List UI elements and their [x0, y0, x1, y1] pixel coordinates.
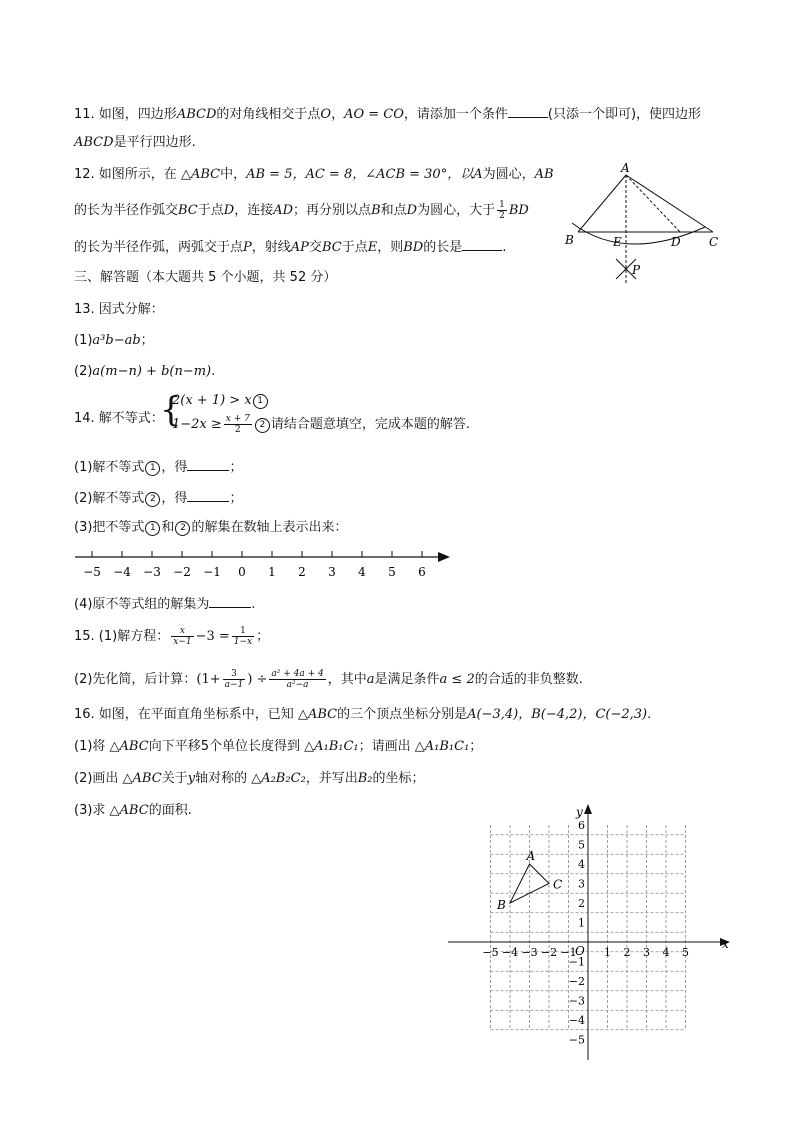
q14-text: 请结合题意填空，完成本题的解答. [270, 417, 471, 432]
segment-ad [626, 175, 680, 232]
y-tick-label: 4 [578, 858, 585, 871]
number-line-tick-label: 5 [388, 565, 396, 579]
q12-seg-ab: AB [534, 167, 554, 182]
q11-text: (只添一个即可)，使四边形 [547, 107, 702, 122]
q11-answer-blank[interactable] [508, 103, 548, 118]
q16-tri1: A₁B₁C₁ [314, 739, 359, 754]
q12-seg-bd: BD [403, 240, 424, 255]
label-b: B [497, 898, 506, 912]
number-line-tick-label: 2 [298, 565, 306, 579]
x-tick-label: −3 [521, 946, 538, 959]
q12-point-b: B [371, 203, 381, 218]
q12-point-p: P [243, 240, 252, 255]
q15-text: ； [256, 629, 270, 644]
coordinate-grid [448, 800, 738, 1065]
q14-frac [224, 414, 252, 435]
x-tick-label: 5 [682, 946, 689, 959]
q14-text: (2)解不等式 [74, 491, 145, 506]
q12-text: 12. 如图所示，在 △ [74, 167, 191, 182]
q12-line1 [74, 165, 554, 185]
q11-quad: ABCD [176, 107, 217, 122]
number-line-tick-label: −5 [83, 565, 101, 579]
y-tick-label: −4 [568, 1014, 585, 1027]
frac-den: a²−a [286, 680, 309, 690]
q16-text: 关于 [161, 771, 188, 786]
circle-1-icon: 1 [145, 521, 160, 536]
number-line-tick-label: −2 [173, 565, 191, 579]
q15-expr: (1+ [196, 672, 221, 687]
q12-text: 为圆心， [482, 167, 535, 182]
frac-num: 1 [499, 200, 505, 210]
q16-text: ；请画出 △ [358, 739, 425, 754]
q16-text: ，并写出 [305, 771, 358, 786]
label-a: A [526, 849, 536, 863]
q12-text: 的长是 [423, 240, 463, 255]
q14-ineq1 [172, 391, 269, 411]
q11-text: ， [331, 107, 345, 122]
segment-ab [578, 175, 626, 232]
q15-text: ，其中 [327, 672, 367, 687]
q14-text: ； [229, 460, 243, 475]
q16-text: ； [469, 739, 483, 754]
x-tick-label: −1 [560, 946, 577, 959]
q12-point-e: E [367, 240, 378, 255]
q16-text: 的三个顶点坐标分别是 [337, 707, 468, 722]
number-line-tick-label: −1 [203, 565, 221, 579]
number-line [70, 545, 455, 585]
q15-expr: ) ÷ [247, 672, 268, 687]
q14-ineq2 [172, 414, 470, 435]
y-tick-label: 2 [578, 897, 585, 910]
q15-expr: −3 = [195, 629, 230, 644]
q16-part3 [74, 801, 192, 821]
q12-text: 的长为半径作弧，两弧交于点 [74, 240, 244, 255]
q12-half [497, 200, 507, 221]
q12-text: ，则 [377, 240, 404, 255]
number-line-tick-label: 0 [238, 565, 246, 579]
q12-figure [560, 160, 735, 290]
q16-text: 轴对称的 △ [195, 771, 262, 786]
q12-text: 于点 [197, 203, 224, 218]
q15-text: 是满足条件 [374, 672, 440, 687]
q14-part4 [74, 593, 256, 615]
y-tick-label: 5 [578, 838, 585, 852]
q12-seg-bc: BC [321, 240, 342, 255]
frac-num: a² + 4a + 4 [271, 669, 324, 679]
number-line-tick-label: −3 [143, 565, 161, 579]
q16-tri: ABC [119, 739, 149, 754]
q12-text: ，射线 [251, 240, 291, 255]
q16-text: (3)求 △ [74, 803, 120, 818]
q13-text: ； [140, 333, 154, 348]
q14-brace: { [160, 390, 182, 430]
q15-frac3 [223, 669, 246, 690]
q11-line2 [74, 133, 196, 153]
frac-den: x−1 [173, 637, 192, 647]
q15-frac2 [232, 626, 254, 647]
q15-frac4 [269, 669, 325, 690]
frac-den: 2 [499, 211, 505, 221]
q12-text: 中， [220, 167, 247, 182]
number-line-tick-label: 6 [418, 565, 426, 579]
frac-den: 2 [234, 425, 241, 435]
q13-expr2: a(m−n) + b(n−m) [92, 364, 212, 379]
y-tick-label: 3 [578, 877, 585, 891]
q16-intro [74, 705, 651, 725]
frac-den: 1−x [233, 637, 253, 647]
q16-text: 向下平移5个单位长度得到 △ [148, 739, 315, 754]
frac-num: x + 7 [225, 414, 250, 424]
q14-text: ； [229, 491, 243, 506]
q14-text: (1)解不等式 [74, 460, 145, 475]
frac-num: 1 [232, 626, 254, 637]
label-c: C [553, 877, 563, 892]
q16-var-y: y [187, 771, 196, 786]
q14-title: 14. 解不等式： [74, 411, 164, 426]
q16-tri: ABC [132, 771, 162, 786]
number-line-tick-label: −4 [113, 565, 131, 579]
origin-label: O [575, 944, 585, 958]
section-title: 三、解答题（本大题共 5 个小题，共 52 分） [74, 270, 337, 285]
q12-point-d: D [406, 203, 418, 218]
q11-quad: ABCD [74, 135, 114, 150]
q11-text: 的对角线相交于点 [216, 107, 321, 122]
circle-2-icon: 2 [175, 521, 190, 536]
q11-text: 11. 如图，四边形 [74, 107, 177, 122]
q14-blank4[interactable] [209, 593, 251, 608]
frac-den: a−1 [224, 680, 244, 690]
number-line-tick-label: 3 [328, 565, 336, 579]
q14-part2 [74, 487, 242, 509]
x-tick-label: 1 [604, 946, 611, 959]
x-axis-label: x [722, 937, 729, 951]
q15-condition: a ≤ 2 [439, 672, 475, 687]
q12-line3 [74, 236, 506, 258]
q14-text: (3)把不等式 [74, 520, 145, 535]
y-tick-label: −2 [568, 975, 585, 988]
q16-point-b2: B₂ [357, 771, 373, 786]
circle-2-icon: 2 [255, 418, 270, 433]
q12-text: ，连接 [234, 203, 274, 218]
q16-coords: A(−3,4)，B(−4,2)，C(−2,3) [467, 707, 648, 722]
q14-text: . [251, 597, 256, 612]
q16-text: (1)将 △ [74, 739, 120, 754]
q13-part2 [74, 362, 215, 382]
q14-text: 和 [161, 520, 175, 535]
q12-text: 于点 [341, 240, 368, 255]
q14-blank2[interactable] [187, 487, 229, 502]
q12-seg-bc: BC [178, 203, 198, 218]
y-axis-arrow-icon [584, 804, 592, 814]
q11-condition: AO = CO [344, 107, 404, 122]
grid-tick-labels [482, 819, 689, 1047]
x-tick-label: −4 [501, 946, 519, 959]
x-tick-label: 2 [623, 946, 631, 959]
q12-answer-blank[interactable] [462, 236, 502, 251]
y-axis-label: y [576, 805, 583, 819]
q14-part3 [74, 518, 347, 538]
q14-ineq1-expr: 2(x + 1) > x [172, 393, 252, 408]
q16-tri: ABC [119, 803, 149, 818]
q14-text: ，得 [161, 460, 188, 475]
q16-part1 [74, 737, 482, 757]
label-c: C [709, 235, 719, 249]
q16-tri1: A₁B₁C₁ [424, 739, 470, 754]
q13-text: . [211, 364, 216, 379]
label-p: P [632, 263, 641, 277]
q13-label: (1) [74, 333, 93, 348]
label-d: D [671, 235, 681, 249]
q12-text: 和点 [380, 203, 407, 218]
y-tick-label: 6 [578, 819, 585, 832]
q13-expr1: a³b−ab [92, 333, 141, 348]
q15-part2 [74, 669, 583, 690]
q12-seg-ad: AD [273, 203, 294, 218]
number-line-tick-label: 4 [358, 565, 366, 579]
q13-part1 [74, 331, 154, 351]
q12-text: 交 [308, 240, 322, 255]
circle-1-icon: 1 [145, 461, 160, 476]
y-tick-label: −3 [568, 994, 585, 1008]
x-tick-label: 3 [643, 946, 650, 959]
q13-title: 13. 因式分解： [74, 302, 164, 317]
q12-point-d: D [223, 203, 235, 218]
q15-var-a: a [366, 672, 375, 687]
q16-tri2: A₂B₂C₂ [261, 771, 306, 786]
q11-point-o: O [320, 107, 332, 122]
q14-text: ，得 [161, 491, 188, 506]
number-line-tick-label: 1 [268, 565, 276, 579]
circle-2-icon: 2 [145, 492, 160, 507]
q12-line2 [74, 200, 529, 221]
q16-text: 16. 如图，在平面直角坐标系中，已知 △ [74, 707, 308, 722]
number-line-arrow-icon [438, 552, 450, 562]
q16-text: . [647, 707, 652, 722]
q16-text: (2)画出 △ [74, 771, 133, 786]
arc-bd [572, 223, 705, 244]
q11-text: ，请添加一个条件 [403, 107, 508, 122]
q14-text: 的解集在数轴上表示出来： [191, 520, 348, 535]
y-tick-label: −5 [568, 1033, 585, 1047]
q14-part1 [74, 456, 242, 478]
q16-tri: ABC [307, 707, 338, 722]
q13-label: (2) [74, 364, 93, 379]
segment-ac [626, 175, 713, 232]
label-a: A [621, 161, 630, 175]
q16-text: 的坐标； [372, 771, 425, 786]
y-tick-label: −1 [568, 955, 585, 969]
q14-text: (4)原不等式组的解集为 [74, 597, 210, 612]
q12-seg-bd: BD [508, 203, 529, 218]
q12-point-a: A [473, 167, 483, 182]
q14-ineq2-expr: 1−2x ≥ [172, 417, 222, 432]
q12-text: ；再分别以点 [293, 203, 372, 218]
y-tick-label: 1 [578, 916, 585, 930]
q15-text: (2)先化简，后计算： [74, 672, 197, 687]
q11-text: 是平行四边形. [113, 135, 196, 150]
q15-frac1 [171, 626, 193, 647]
q14-blank1[interactable] [187, 456, 229, 471]
label-e: E [613, 235, 622, 249]
circle-1-icon: 1 [253, 394, 268, 409]
x-tick-label: −2 [540, 946, 558, 959]
label-b: B [565, 233, 574, 247]
q16-text: 的面积. [148, 803, 192, 818]
q15-part1 [74, 626, 269, 647]
frac-num: 3 [223, 669, 246, 680]
x-tick-label: 4 [662, 946, 670, 959]
q12-ray-ap: AP [290, 240, 309, 255]
x-tick-label: −5 [482, 946, 499, 959]
q12-given: AB = 5，AC = 8，∠ACB = 30°，以 [246, 167, 474, 182]
q11-line1 [74, 103, 701, 125]
frac-num: x [171, 626, 193, 637]
q16-part2 [74, 769, 425, 789]
q12-tri: ABC [190, 167, 221, 182]
q12-text: 的长为半径作弧交 [74, 203, 179, 218]
q15-text: 的合适的非负整数. [474, 672, 583, 687]
q15-text: 15. (1)解方程： [74, 629, 170, 644]
q12-text: . [502, 240, 507, 255]
q12-text: 为圆心，大于 [417, 203, 496, 218]
number-line-ticks [83, 551, 426, 579]
